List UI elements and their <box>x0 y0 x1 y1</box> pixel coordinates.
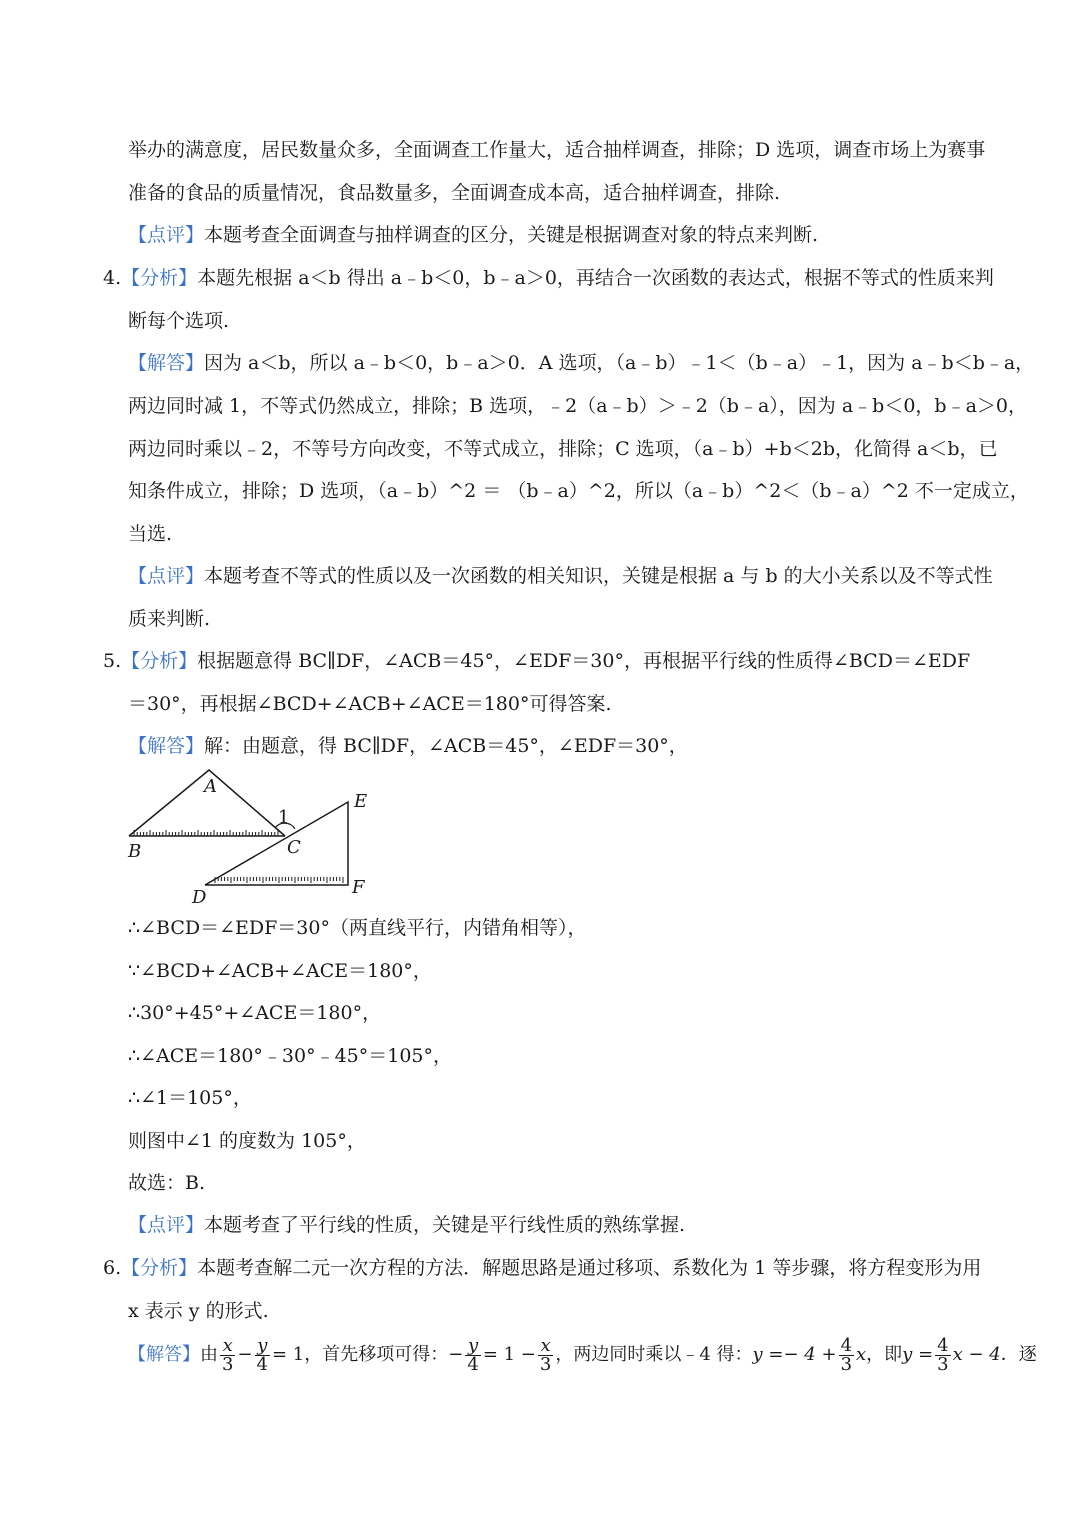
minus-sign: − <box>448 1344 464 1365</box>
solution-step: 则图中∠1 的度数为 105°， <box>128 1130 366 1152</box>
review-line <box>128 1212 685 1238</box>
answer-text: ，两边同时乘以﹣4 得： <box>555 1344 753 1365</box>
text-line: 质来判断. <box>128 608 211 630</box>
label-angle-1: 1 <box>278 807 290 828</box>
fraction-4-3 <box>935 1334 950 1375</box>
question-5-analysis <box>103 648 970 674</box>
numerator: 4 <box>840 1334 853 1356</box>
numerator: x <box>220 1337 235 1356</box>
solution-step: ∴∠BCD＝∠EDF＝30°（两直线平行，内错角相等）， <box>128 917 587 939</box>
x-variable: x <box>856 1344 867 1365</box>
text-line: 当选. <box>128 523 173 545</box>
numerator: y <box>255 1337 270 1356</box>
answer-text: ，即 <box>866 1344 903 1365</box>
analysis-text: 本题先根据 a＜b 得出 a﹣b＜0，b﹣a＞0，再结合一次函数的表达式，根据不等式的性质来判 <box>197 267 994 289</box>
review-line <box>128 222 818 248</box>
question-number: 5. <box>103 650 122 672</box>
question-4-analysis <box>103 265 994 291</box>
equals-one-minus: = 1 − <box>482 1344 536 1365</box>
answer-line <box>128 350 1034 376</box>
analysis-text: 根据题意得 BC∥DF，∠ACB＝45°，∠EDF＝30°，再根据平行线的性质得∠BCD＝∠EDF <box>197 650 971 672</box>
denominator: 3 <box>840 1353 853 1375</box>
answer-text: 由 <box>200 1344 218 1365</box>
analysis-tag: 【分析】 <box>121 267 198 289</box>
numerator: 4 <box>937 1334 949 1356</box>
analysis-tag: 【分析】 <box>121 650 198 672</box>
fraction-4-3 <box>839 1334 854 1375</box>
label-b: B <box>128 841 142 862</box>
numerator: y <box>465 1337 480 1356</box>
solution-step: ∵∠BCD+∠ACB+∠ACE＝180°， <box>128 960 432 982</box>
answer-text: 因为 a＜b，所以 a﹣b＜0，b﹣a＞0．A 选项，（a﹣b）﹣1＜（b﹣a）﹣1，因为 a﹣b＜b﹣a， <box>204 352 1035 374</box>
answer-text: ，首先移项可得： <box>304 1344 449 1365</box>
question-6-analysis <box>103 1255 981 1281</box>
review-tag: 【点评】 <box>128 565 205 587</box>
denominator: 4 <box>256 1353 268 1375</box>
fraction-x-3 <box>538 1334 553 1375</box>
label-a: A <box>204 776 217 797</box>
text-line: x 表示 y 的形式. <box>128 1300 269 1322</box>
text-line: 准备的食品的质量情况，食品数量多，全面调查成本高，适合抽样调查，排除. <box>128 182 781 204</box>
equals-one: = 1 <box>272 1344 305 1365</box>
text-line: 知条件成立，排除；D 选项，（a﹣b）^2 ＝ （b﹣a）^2，所以（a﹣b）^2＜（b﹣a）^2 不一定成立， <box>128 480 1029 502</box>
minus-sign: − <box>237 1344 253 1365</box>
fraction-y-4 <box>255 1334 270 1375</box>
label-f: F <box>352 877 365 898</box>
ruler-ticks-df <box>215 877 343 883</box>
answer-line-equation <box>128 1335 1037 1375</box>
text-line: 两边同时乘以﹣2，不等号方向改变，不等式成立，排除；C 选项，（a﹣b）+b＜2b，化简得 a＜b，已 <box>128 438 998 460</box>
label-e: E <box>354 791 368 812</box>
review-text: 本题考查全面调查与抽样调查的区分，关键是根据调查对象的特点来判断. <box>204 224 819 246</box>
answer-tag: 【解答】 <box>128 1344 200 1365</box>
denominator: 3 <box>937 1353 949 1375</box>
solution-step: ∴30°+45°+∠ACE＝180°， <box>128 1002 382 1024</box>
text-line: ＝30°，再根据∠BCD+∠ACB+∠ACE＝180°可得答案. <box>128 693 612 715</box>
answer-tag: 【解答】 <box>128 735 205 757</box>
question-number: 4. <box>103 267 122 289</box>
ruler-ticks-bc <box>134 830 278 836</box>
triangle-figure <box>120 765 380 910</box>
review-tag: 【点评】 <box>128 224 205 246</box>
question-number: 6. <box>103 1257 122 1279</box>
review-text: 本题考查不等式的性质以及一次函数的相关知识，关键是根据 a 与 b 的大小关系以及不等式性 <box>204 565 993 587</box>
fraction-y-4 <box>465 1334 480 1375</box>
review-tag: 【点评】 <box>128 1214 205 1236</box>
y-equals: y = <box>902 1344 934 1365</box>
denominator: 3 <box>539 1353 552 1375</box>
answer-text: ．逐 <box>1000 1344 1037 1365</box>
label-d: D <box>192 887 207 908</box>
triangle-def <box>205 802 348 885</box>
answer-text: 解：由题意，得 BC∥DF，∠ACB＝45°，∠EDF＝30°， <box>204 735 688 757</box>
solution-step: ∴∠ACE＝180°﹣30°﹣45°＝105°， <box>128 1045 453 1067</box>
text-line: 举办的满意度，居民数量众多，全面调查工作量大，适合抽样调查，排除；D 选项，调查市场上为赛事 <box>128 139 986 161</box>
analysis-tag: 【分析】 <box>121 1257 198 1279</box>
text-line: 两边同时减 1，不等式仍然成立，排除；B 选项，﹣2（a﹣b）＞﹣2（b﹣a），因为 a﹣b＜0，b﹣a＞0， <box>128 395 1027 417</box>
solution-step: 故选：B. <box>128 1172 206 1194</box>
denominator: 3 <box>222 1353 234 1375</box>
denominator: 4 <box>467 1353 479 1375</box>
review-text: 本题考查了平行线的性质，关键是平行线性质的熟练掌握. <box>204 1214 686 1236</box>
numerator: x <box>538 1337 553 1356</box>
x-minus-4: x − 4 <box>952 1344 1001 1365</box>
label-c: C <box>287 837 301 858</box>
solution-step: ∴∠1＝105°， <box>128 1087 252 1109</box>
y-equals-expression: y =− 4 + <box>752 1344 837 1365</box>
text-line: 断每个选项. <box>128 310 230 332</box>
analysis-text: 本题考查解二元一次方程的方法．解题思路是通过移项、系数化为 1 等步骤，将方程变形为用 <box>197 1257 982 1279</box>
review-line <box>128 563 993 589</box>
fraction-x-3 <box>220 1334 235 1375</box>
answer-line <box>128 733 688 759</box>
answer-tag: 【解答】 <box>128 352 205 374</box>
